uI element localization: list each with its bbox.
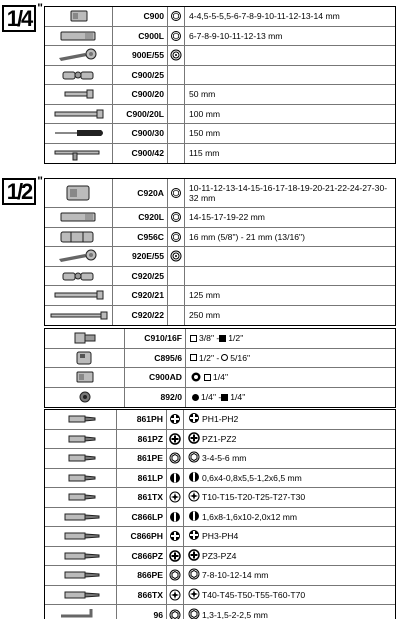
size-spec [184,508,395,527]
phillips-icon [169,413,181,425]
slot-icon [188,510,200,522]
size-spec: 16 mm (5/8") - 21 mm (13/16") [189,231,305,242]
long-socket-image [49,209,109,225]
long-socket-image [49,28,109,44]
type-icon-cell [168,66,185,85]
socket-image [55,369,115,385]
hex-ring-icon [170,211,182,223]
long-ext-image [49,307,109,323]
size-spec [185,46,395,65]
type-icon-cell [167,527,184,546]
part-number: C920/22 [113,306,168,326]
size-spec [186,329,395,348]
size-spec [184,586,395,605]
size-spec: 115 mm [189,148,220,159]
bit-image-cell [45,527,117,546]
bit-row [45,566,395,586]
size-spec [184,469,395,488]
size-spec: 14-15-17-19-22 mm [189,212,265,223]
tool-image-cell [45,208,113,227]
size-spec: 150 mm [189,128,221,139]
square-drive-filled-icon [221,394,228,401]
tool-row [45,267,395,287]
bitholder-small-image [55,389,115,405]
type-icon-cell [167,586,184,605]
hex-icon [169,452,181,464]
bit-image [51,489,111,505]
pozi-icon [169,433,181,445]
tool-image-cell [45,105,113,124]
size-spec [184,566,395,585]
ring-icon [190,371,202,383]
part-number: C900/30 [113,124,168,143]
hex-icon [188,451,200,463]
type-icon-cell [167,508,184,527]
part-number: 96 [117,605,167,619]
size-spec: 250 mm [189,310,221,321]
size-text: 1/4" [230,392,246,403]
part-number: C900/20 [113,85,168,104]
hex-ring-icon [170,187,182,199]
socket-big-image [49,185,109,201]
part-number: C910/16F [125,329,186,348]
type-icon-cell [167,469,184,488]
square-drive-icon [204,374,211,381]
torx-icon [188,490,200,502]
pozi-icon [188,549,200,561]
type-icon-cell [168,46,185,65]
size-spec [186,368,395,387]
tool-image-cell [45,349,125,368]
type-icon-cell [168,306,185,326]
bit-row [45,508,395,528]
adapter-image [55,330,115,346]
type-icon-cell [168,7,185,26]
bit-image [51,450,111,466]
type-icon-cell [167,488,184,507]
tbar-image [49,145,109,161]
hex-ring-icon [170,30,182,42]
type-icon-cell [168,124,185,143]
phillips-icon [169,530,181,542]
size-text: PZ3-PZ4 [202,550,237,561]
part-number: C900 [113,7,168,26]
hex-icon [169,569,181,581]
hex-drive-icon [221,354,228,361]
tool-image-cell [45,124,113,143]
size-spec [186,349,395,368]
bit-image-cell [45,449,117,468]
bit-image-cell [45,410,117,429]
long-bit-image [51,528,111,544]
part-number: C920/25 [113,267,168,286]
part-number: C900/20L [113,105,168,124]
size-text: 1/2" - [199,352,220,363]
long-bit-image [51,548,111,564]
tool-image-cell [45,46,113,65]
tool-image-cell [45,286,113,305]
phillips-icon [188,412,200,424]
tool-image-cell [45,228,113,247]
part-number: 900E/55 [113,46,168,65]
drive-size-label: 1/4 [6,5,32,31]
bit-row [45,547,395,567]
bit-row [45,449,395,469]
size-spec: 125 mm [189,290,221,301]
size-spec [184,410,395,429]
part-number: 861PZ [117,430,167,449]
tool-row [45,208,395,228]
type-icon-cell [167,410,184,429]
tool-image-cell [45,27,113,46]
ratchet-mark-icon [170,49,182,61]
type-icon-cell [168,105,185,124]
part-number: 866TX [117,586,167,605]
pozi-icon [169,550,181,562]
part-number: C900/25 [113,66,168,85]
bit-row [45,586,395,606]
tool-row [45,144,395,164]
tool-row [45,247,395,267]
tool-row [45,306,395,326]
type-icon-cell [168,85,185,104]
part-number: C900AD [125,368,186,387]
size-text: PZ1-PZ2 [202,433,237,444]
tool-image-cell [45,388,125,408]
bit-row [45,527,395,547]
bit-row [45,488,395,508]
ratchet-image [49,248,109,264]
tool-image-cell [45,306,113,326]
size-spec [184,527,395,546]
quarter-inch-table [44,6,396,164]
ratchet-mark-icon [170,250,182,262]
part-number: 920E/55 [113,247,168,266]
tool-row [45,27,395,47]
bit-image-cell [45,586,117,605]
socket-image [49,8,109,24]
part-number: C920/21 [113,286,168,305]
square-drive-icon [190,335,197,342]
part-number: C895/6 [125,349,186,368]
bit-image-cell [45,430,117,449]
spark-socket-image [49,229,109,245]
size-spec: 100 mm [189,108,221,119]
type-icon-cell [167,605,184,619]
part-number: C866PH [117,527,167,546]
drive-size-label: 1/2 [6,178,32,204]
bit-row [45,410,395,430]
size-spec [184,430,395,449]
ext-image [49,287,109,303]
ext-image [49,106,109,122]
part-number: C956C [113,228,168,247]
bit-row [45,469,395,489]
bit-image [51,431,111,447]
slot-icon [169,472,181,484]
torx-icon [188,588,200,600]
tool-image-cell [45,179,113,207]
type-icon-cell [167,430,184,449]
part-number: 866PE [117,566,167,585]
tool-image-cell [45,66,113,85]
square-drive-filled-icon [219,335,226,342]
tool-row [45,46,395,66]
tool-image-cell [45,247,113,266]
size-spec: 4-4,5-5-5,5-6-7-8-9-10-11-12-13-14 mm [189,11,340,22]
part-number: C900/42 [113,144,168,164]
hex-ring-icon [170,231,182,243]
long-bit-image [51,567,111,583]
size-text: T40-T45-T50-T55-T60-T70 [202,589,306,600]
type-icon-cell [168,208,185,227]
part-number: C920L [113,208,168,227]
inch-mark: " [37,174,43,188]
drive-size-half-header [2,174,43,205]
tool-row [45,7,395,27]
bit-image-cell [45,469,117,488]
type-icon-cell [168,27,185,46]
size-text: 7-8-10-12-14 mm [202,570,269,581]
type-icon-cell [168,286,185,305]
size-text: 3/8" - [199,333,220,344]
part-number: 861PH [117,410,167,429]
size-spec [184,449,395,468]
size-text: 1/4" - [201,392,222,403]
square-drive-icon [190,354,197,361]
part-number: C900L [113,27,168,46]
size-spec [184,605,395,619]
size-spec [185,247,395,266]
part-number: C920A [113,179,168,207]
bits-table [44,409,396,619]
tool-row [45,105,395,125]
tool-image-cell [45,7,113,26]
ujoint-image [49,67,109,83]
tool-row [45,286,395,306]
hex-ring-icon [170,10,182,22]
adapters-table [44,328,396,408]
long-bit-image [51,509,111,525]
bit-image-cell [45,566,117,585]
size-text: 0,6x4-0,8x5,5-1,2x6,5 mm [202,472,302,483]
type-icon-cell [168,267,185,286]
size-text: 1/4" [213,372,228,383]
size-text: 5/16" [230,352,251,363]
ujoint-image [49,268,109,284]
tool-image-cell [45,267,113,286]
torx-icon [169,491,181,503]
size-text: 1,3-1,5-2-2,5 mm [202,609,268,619]
long-bit-image [51,587,111,603]
part-number: 861LP [117,469,167,488]
part-number: C866LP [117,508,167,527]
ratchet-image [49,47,109,63]
part-number: 861PE [117,449,167,468]
drive-size-quarter-header [2,1,43,32]
size-spec [185,267,395,286]
size-text: 3-4-5-6 mm [202,453,247,464]
torx-icon [169,589,181,601]
bit-image [51,470,111,486]
slot-icon [188,471,200,483]
tool-image-cell [45,85,113,104]
bit-row [45,430,395,450]
size-spec: 10-11-12-13-14-15-16-17-18-19-20-21-22-24-27-30-32 mm [189,183,388,203]
hex-drive-filled-icon [192,394,199,401]
bit-image-cell [45,605,117,619]
bit-image-cell [45,508,117,527]
type-icon-cell [168,228,185,247]
hex-icon [188,608,200,619]
size-text: T10-T15-T20-T25-T27-T30 [202,492,306,503]
hex-icon [169,609,181,619]
pozi-icon [188,432,200,444]
tool-row [45,228,395,248]
adapter-row [45,368,395,388]
type-icon-cell [168,179,185,207]
bit-image [51,411,111,427]
size-spec [184,488,395,507]
tool-row [45,85,395,105]
adapter-row [45,329,395,349]
tool-image-cell [45,329,125,348]
bit-image-cell [45,547,117,566]
part-number: 861TX [117,488,167,507]
hex-icon [188,568,200,580]
tool-row [45,179,395,208]
type-icon-cell [167,566,184,585]
adapter-row [45,388,395,408]
size-text: PH1-PH2 [202,414,239,425]
part-number: C866PZ [117,547,167,566]
type-icon-cell [168,247,185,266]
bit-row [45,605,395,619]
inch-mark: " [37,1,43,15]
tool-row [45,66,395,86]
size-spec: 50 mm [189,89,216,100]
phillips-icon [188,529,200,541]
bitholder-image [55,350,115,366]
size-spec [184,547,395,566]
type-icon-cell [167,547,184,566]
part-number: 892/0 [125,388,186,408]
size-text: 1/2" [228,333,244,344]
driver-image [49,125,109,141]
slot-icon [169,511,181,523]
adapter-row [45,349,395,369]
half-inch-table [44,178,396,326]
size-text: 1,6x8-1,6x10-2,0x12 mm [202,511,298,522]
size-text: PH3-PH4 [202,531,239,542]
size-spec: 6-7-8-9-10-11-12-13 mm [189,30,283,41]
tool-image-cell [45,144,113,164]
short-ext-image [49,86,109,102]
tool-image-cell [45,368,125,387]
size-spec [185,66,395,85]
type-icon-cell [167,449,184,468]
type-icon-cell [168,144,185,164]
bit-image-cell [45,488,117,507]
tool-row [45,124,395,144]
allen-key-image [51,607,111,619]
size-spec [186,388,395,408]
